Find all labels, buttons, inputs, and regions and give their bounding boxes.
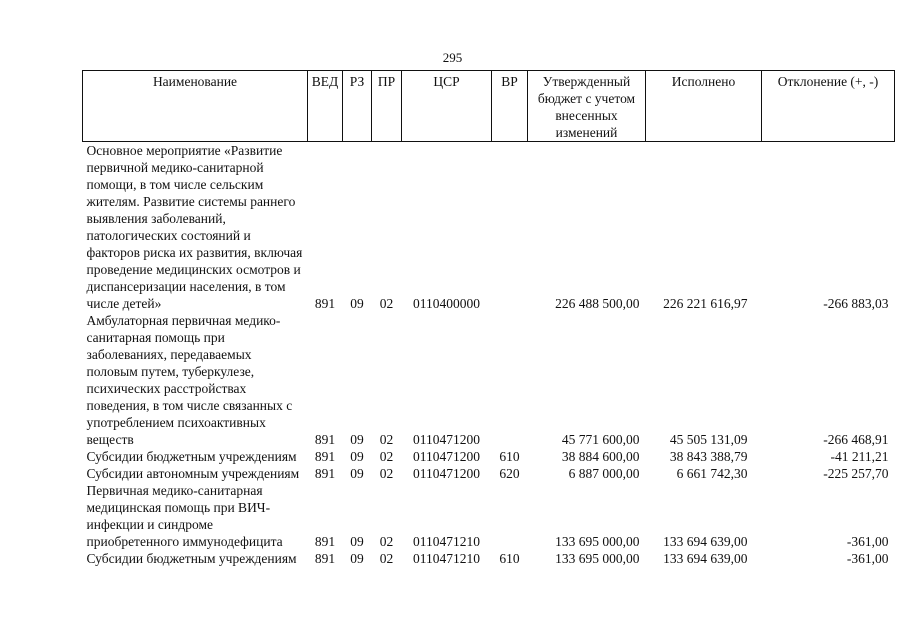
budget-table: [82, 70, 895, 567]
row-rz: 09: [350, 466, 364, 481]
row-rz: 09: [350, 449, 364, 464]
row-vr: 620: [499, 466, 520, 481]
table-row: [83, 448, 895, 465]
row-vr: [492, 482, 528, 550]
row-csr: 0110400000: [413, 296, 480, 311]
row-name: Субсидии автономным учреждениям: [86, 466, 300, 481]
table-row: [83, 312, 895, 448]
row-csr: 0110471200: [413, 449, 480, 464]
row-name: Субсидии бюджетным учреждениям: [86, 551, 297, 566]
row-pr: 02: [379, 466, 394, 481]
row-approved: 133 695 000,00: [555, 551, 640, 566]
row-csr: 0110471210: [413, 551, 480, 566]
page-number: 295: [442, 50, 463, 65]
row-pr: 02: [379, 296, 394, 311]
row-executed: 45 505 131,09: [669, 432, 748, 447]
row-csr: 0110471200: [413, 432, 480, 447]
row-pr: 02: [379, 534, 394, 549]
header-approved: Утвержденный бюджет с учетом внесенных изменений: [528, 71, 646, 142]
row-name: Первичная медико-санитарная медицинская помощь при ВИЧ-инфекции и синдроме приобретенного иммунодефицита: [86, 483, 283, 549]
row-ved: 891: [314, 534, 336, 549]
row-approved: 45 771 600,00: [561, 432, 640, 447]
table-body: [83, 142, 895, 568]
row-deviation: -266 468,91: [823, 432, 889, 447]
row-deviation: -225 257,70: [823, 466, 889, 481]
header-row: [83, 71, 895, 142]
row-rz: 09: [350, 296, 364, 311]
row-approved: 6 887 000,00: [568, 466, 640, 481]
header-name: Наименование: [83, 71, 308, 142]
row-approved: 38 884 600,00: [561, 449, 640, 464]
table-row: [83, 550, 895, 567]
row-pr: 02: [379, 551, 394, 566]
row-vr: 610: [499, 551, 520, 566]
row-executed: 38 843 388,79: [669, 449, 748, 464]
table-row: [83, 465, 895, 482]
row-ved: 891: [314, 449, 336, 464]
row-name: Основное мероприятие «Развитие первичной медико-санитарной помощи, в том числе сельским жителям. Развитие системы раннего выявления заболеваний, патологических состояний и факторов риска их развития, включая проведение медицинских осмотров и диспансеризации населения, в том числе детей»: [86, 143, 303, 311]
row-vr: [492, 312, 528, 448]
table-row: [83, 142, 895, 313]
header-csr: ЦСР: [402, 71, 492, 142]
row-vr: 610: [499, 449, 520, 464]
header-executed: Исполнено: [646, 71, 762, 142]
row-deviation: -361,00: [846, 551, 889, 566]
row-executed: 133 694 639,00: [663, 534, 748, 549]
row-deviation: -266 883,03: [823, 296, 889, 311]
row-deviation: -361,00: [846, 534, 889, 549]
row-approved: 226 488 500,00: [555, 296, 640, 311]
header-deviation: Отклонение (+, -): [762, 71, 895, 142]
header-rz: РЗ: [343, 71, 372, 142]
row-ved: 891: [314, 432, 336, 447]
row-pr: 02: [379, 449, 394, 464]
row-executed: 133 694 639,00: [663, 551, 748, 566]
row-executed: 6 661 742,30: [676, 466, 748, 481]
row-ved: 891: [314, 551, 336, 566]
row-vr: [492, 142, 528, 313]
row-deviation: -41 211,21: [830, 449, 889, 464]
row-csr: 0110471210: [413, 534, 480, 549]
row-pr: 02: [379, 432, 394, 447]
row-approved: 133 695 000,00: [555, 534, 640, 549]
table-row: [83, 482, 895, 550]
table-header: [83, 71, 895, 142]
row-rz: 09: [350, 432, 364, 447]
row-rz: 09: [350, 534, 364, 549]
row-ved: 891: [314, 296, 336, 311]
header-pr: ПР: [372, 71, 402, 142]
row-ved: 891: [314, 466, 336, 481]
row-csr: 0110471200: [413, 466, 480, 481]
row-executed: 226 221 616,97: [663, 296, 748, 311]
header-vr: ВР: [492, 71, 528, 142]
row-name: Субсидии бюджетным учреждениям: [86, 449, 297, 464]
row-name: Амбулаторная первичная медико-санитарная помощь при заболеваниях, передаваемых половым путем, туберкулезе, психических расстройствах поведения, в том числе связанных с употреблением психоактивных веществ: [86, 313, 293, 447]
row-rz: 09: [350, 551, 364, 566]
header-ved: ВЕД: [308, 71, 343, 142]
